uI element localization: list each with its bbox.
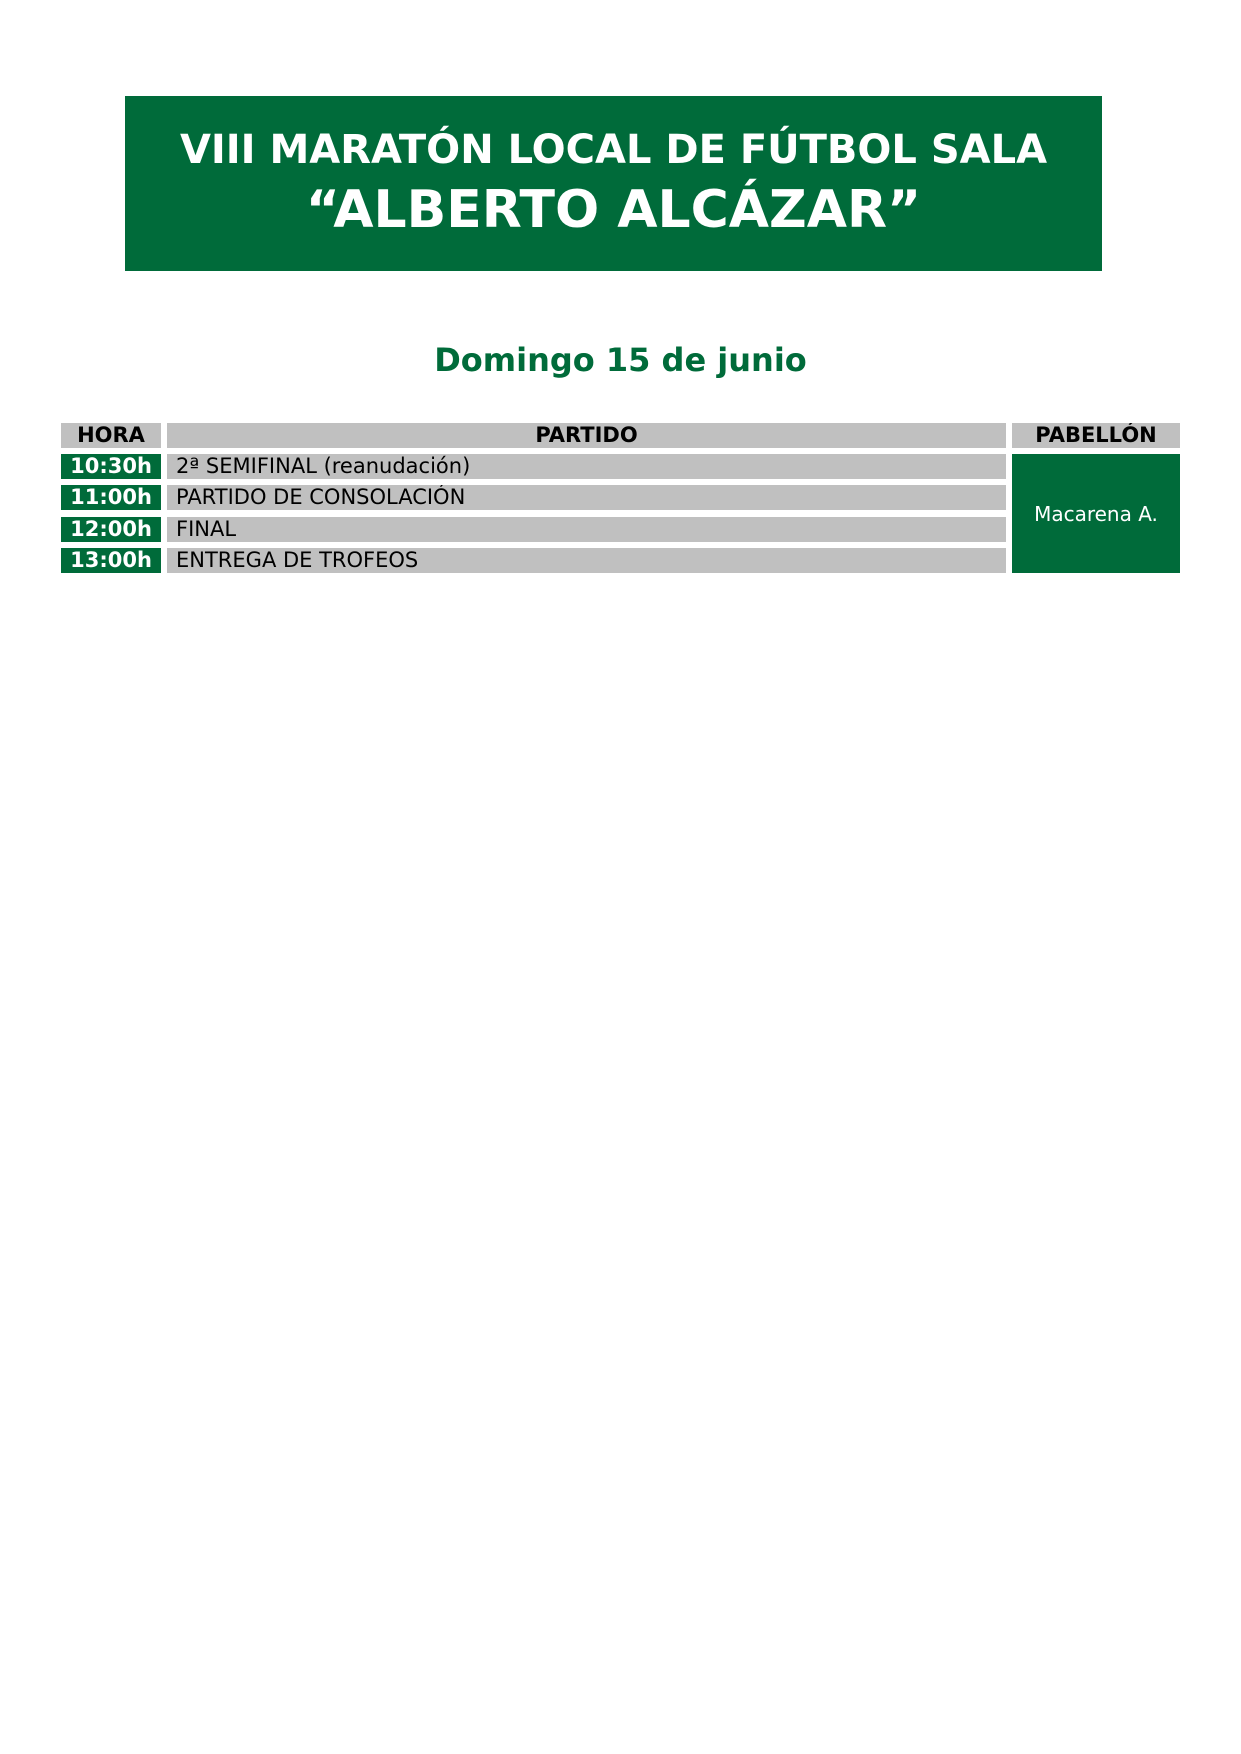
header-partido: PARTIDO [167,423,1006,448]
event-subtitle: “ALBERTO ALCÁZAR” [305,180,922,240]
row-partido: PARTIDO DE CONSOLACIÓN [167,485,1006,510]
event-title: VIII MARATÓN LOCAL DE FÚTBOL SALA [179,127,1048,173]
pabellon-name: Macarena A. [1034,501,1158,526]
title-banner [125,96,1102,271]
pabellon-cell [1012,454,1180,573]
header-hora: HORA [61,423,161,448]
row-hora: 10:30h [61,454,161,479]
row-hora: 11:00h [61,485,161,510]
header-pabellon: PABELLÓN [1012,423,1180,448]
row-hora: 13:00h [61,548,161,573]
row-partido: ENTREGA DE TROFEOS [167,548,1006,573]
row-partido: FINAL [167,517,1006,542]
row-partido: 2ª SEMIFINAL (reanudación) [167,454,1006,479]
date-heading: Domingo 15 de junio [434,341,807,379]
row-hora: 12:00h [61,517,161,542]
